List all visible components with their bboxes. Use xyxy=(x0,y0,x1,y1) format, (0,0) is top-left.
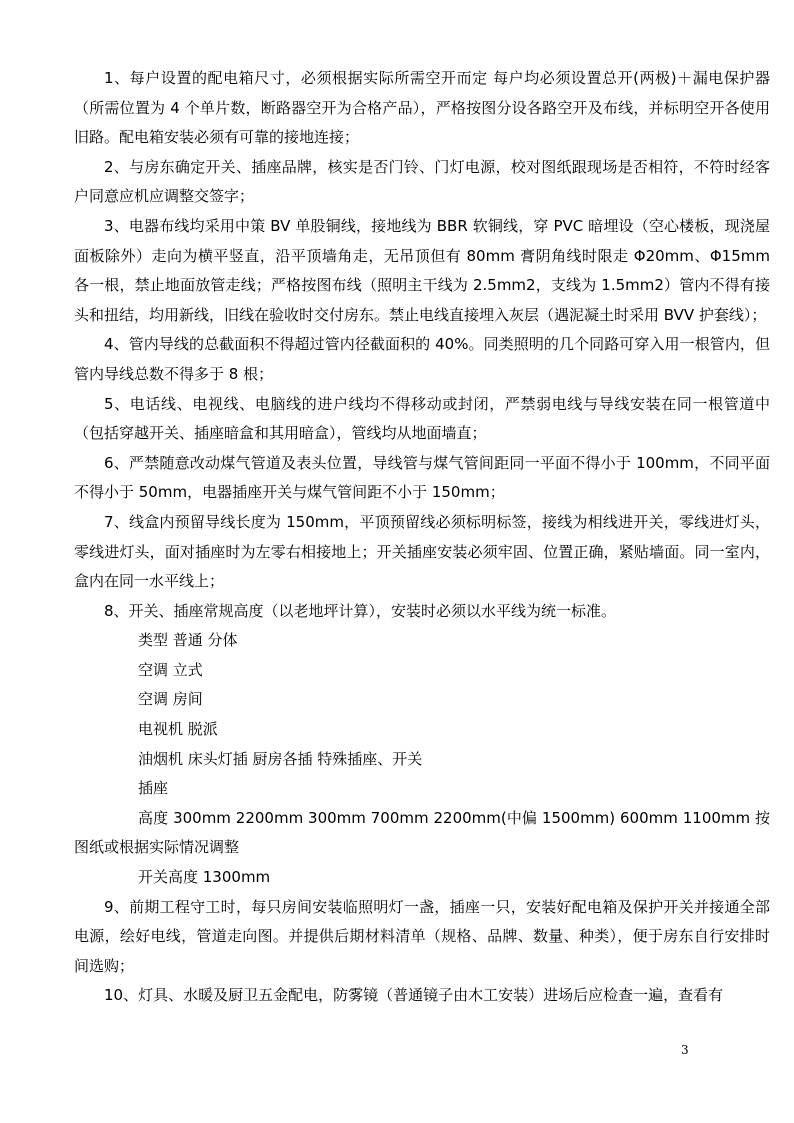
paragraph-6: 6、严禁随意改动煤气管道及表头位置，导线管与煤气管间距同一平面不得小于 100mm，不同平面不得小于 50mm，电器插座开关与煤气管间距不小于 150mm； xyxy=(74,453,770,502)
height-line-hood: 油烟机 床头灯插 厨房各插 特殊插座、开关 xyxy=(138,749,423,768)
height-line-values: 高度 300mm 2200mm 300mm 700mm 2200mm(中偏 1500mm) 600mm 1100mm 按图纸或根据实际情况调整 xyxy=(74,808,770,857)
paragraph-2: 2、与房东确定开关、插座品牌，核实是否门铃、门灯电源，校对图纸跟现场是否相符，不符时经客户同意应机应调整交签字； xyxy=(74,157,770,206)
height-line-ac-room: 空调 房间 xyxy=(138,690,203,709)
height-line-ac-standing: 空调 立式 xyxy=(138,660,203,679)
paragraph-4: 4、管内导线的总截面积不得超过管内径截面积的 40%。同类照明的几个同路可穿入用一根管内，但管内导线总数不得多于 8 根； xyxy=(74,335,770,383)
paragraph-9: 9、前期工程守工时，每只房间安装临照明灯一盏，插座一只，安装好配电箱及保护开关并接通全部电源，绘好电线，管道走向图。并提供后期材料清单（规格、品牌、数量、种类），便于房东自行安排时间选购； xyxy=(74,897,770,975)
height-line-types: 类型 普通 分体 xyxy=(138,631,238,650)
paragraph-8: 8、开关、插座常规高度（以老地坪计算），安装时必须以水平线为统一标准。 xyxy=(104,601,617,620)
paragraph-5: 5、电话线、电视线、电脑线的进户线均不得移动或封闭，严禁弱电线与导线安装在同一根管道中（包括穿越开关、插座暗盒和其用暗盒），管线均从地面墙直； xyxy=(74,394,770,443)
paragraph-3: 3、电器布线均采用中策 BV 单股铜线，接地线为 BBR 软铜线，穿 PVC 暗埋设（空心楼板，现浇屋面板除外）走向为横平竖直，沿平顶墙角走，无吊顶但有 80mm 膏阴角线时限走 Φ20mm、Φ15mm 各一根，禁止地面放管走线；严格按图布线（照明主干线为 2.5mm2，支线为 1.5mm2）管内不得有接头和扭结，均用新线，旧线在验收时交付房东。禁止电线直接埋入灰层（遇泥凝土时采用 BVV 护套线）； xyxy=(74,216,770,324)
height-line-tv: 电视机 脱派 xyxy=(138,720,218,739)
page-number: 3 xyxy=(681,1043,689,1057)
height-line-switch: 开关高度 1300mm xyxy=(138,868,271,887)
document-body xyxy=(74,64,770,1011)
height-line-socket: 插座 xyxy=(138,779,169,798)
paragraph-10: 10、灯具、水暖及厨卫五金配电，防雾镜（普通镜子由木工安装）进场后应检查一遍，查看有 xyxy=(104,986,724,1005)
paragraph-1: 1、每户设置的配电箱尺寸，必须根据实际所需空开而定 每户均必须设置总开(两极)＋漏电保护器（所需位置为 4 个单片数，断路器空开为合格产品），严格按图分设各路空开及布线，并标明空开各使用旧路。配电箱安装必须有可靠的接地连接； xyxy=(74,69,770,147)
paragraph-7: 7、线盒内预留导线长度为 150mm，平顶预留线必须标明标签，接线为相线进开关，零线进灯头，零线进灯头，面对插座时为左零右相接地上；开关插座安装必须牢固、位置正确，紧贴墙面。同一室内，盒内在同一水平线上； xyxy=(74,512,770,591)
